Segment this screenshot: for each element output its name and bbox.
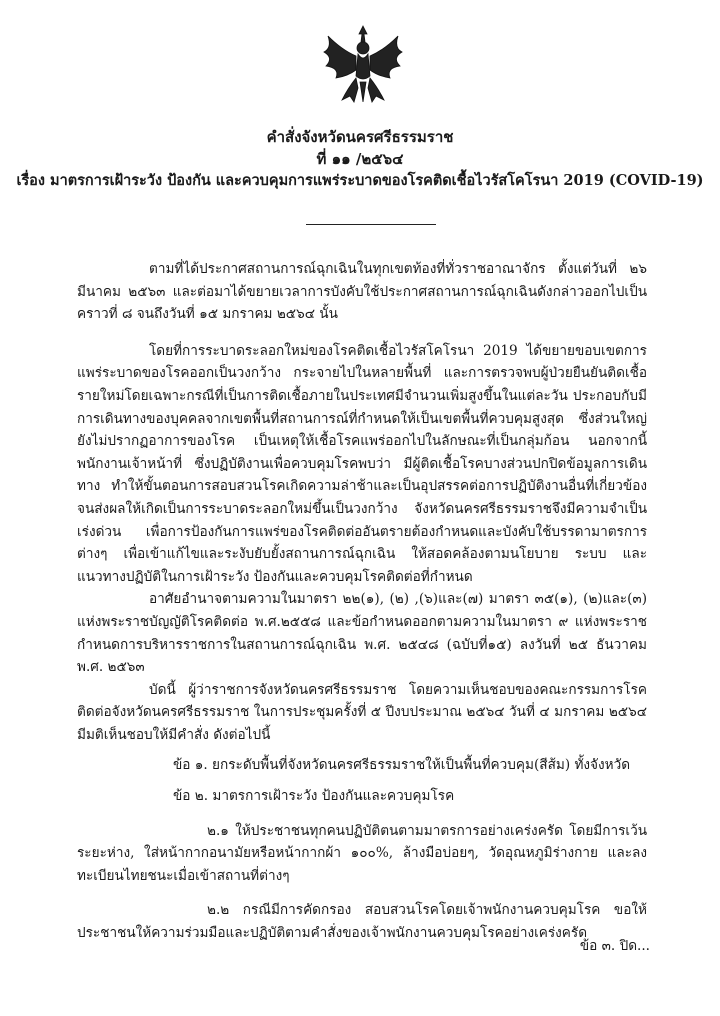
clause-2-2: ๒.๒ กรณีมีการคัดกรอง สอบสวนโรคโดยเจ้าพนักงานควบคุมโรค ขอให้ประชาชนให้ความร่วมมือและปฏิบัติตามคำสั่งของเจ้าพนักงานควบคุมโรคอย่างเคร่งครัด bbox=[77, 902, 647, 942]
divider-line bbox=[306, 224, 436, 225]
clause-2: ข้อ ๒. มาตรการเฝ้าระวัง ป้องกันและควบคุมโรค bbox=[173, 788, 455, 805]
order-subject: เรื่อง มาตรการเฝ้าระวัง ป้องกัน และควบคุมการแพร่ระบาดของโรคติดเชื้อไวรัสโคโรนา 2019 (COVID-19) bbox=[16, 172, 704, 189]
paragraph-legal-authority: อาศัยอำนาจตามความในมาตรา ๒๒(๑), (๒) ,(๖)และ(๗) มาตรา ๓๕(๑), (๒)และ(๓) แห่งพระราชบัญญัติโรคติดต่อ พ.ศ.๒๕๕๘ และข้อกำหนดออกตามความในมาตรา ๙ แห่งพระราชกำหนดการบริหารราชการในสถานการณ์ฉุกเฉิน พ.ศ. ๒๕๔๘ (ฉบับที่๑๕) ลงวันที่ ๒๕ ธันวาคม พ.ศ. ๒๕๖๓ bbox=[77, 591, 647, 676]
garuda-emblem bbox=[318, 22, 408, 106]
order-number: ที่ ๑๑ /๒๕๖๔ bbox=[316, 150, 404, 168]
continuation-marker: ข้อ ๓. ปิด... bbox=[579, 938, 650, 954]
issuer-title: คำสั่งจังหวัดนครศรีธรรมราช bbox=[266, 128, 454, 146]
order-header bbox=[0, 126, 720, 192]
paragraph-resolution: บัดนี้ ผู้ว่าราชการจังหวัดนครศรีธรรมราช โดยความเห็นชอบของคณะกรรมการโรคติดต่อจังหวัดนครศรีธรรมราช ในการประชุมครั้งที่ ๕ ปีงบประมาณ ๒๕๖๔ วันที่ ๔ มกราคม ๒๕๖๔ มีมติเห็นชอบให้มีคำสั่ง ดังต่อไปนี้ bbox=[77, 681, 647, 743]
paragraph-background: ตามที่ได้ประกาศสถานการณ์ฉุกเฉินในทุกเขตท้องที่ทั่วราชอาณาจักร ตั้งแต่วันที่ ๒๖ มีนาคม ๒๕๖๓ และต่อมาได้ขยายเวลาการบังคับใช้ประกาศสถานการณ์ฉุกเฉินดังกล่าวออกไปเป็นคราวที่ ๘ จนถึงวันที่ ๑๕ มกราคม ๒๕๖๔ นั้น bbox=[77, 261, 647, 323]
order-body bbox=[77, 258, 647, 945]
paragraph-rationale: โดยที่การระบาดระลอกใหม่ของโรคติดเชื้อไวรัสโคโรนา 2019 ได้ขยายขอบเขตการแพร่ระบาดของโรคออกเป็นวงกว้าง กระจายไปในหลายพื้นที่ และการตรวจพบผู้ป่วยยืนยันติดเชื้อรายใหม่โดยเฉพาะกรณีที่เป็นการติดเชื้อภายในประเทศมีจำนวนเพิ่มสูงขึ้นในแต่ละวัน ประกอบกับมีการเดินทางของบุคคลจากเขตพื้นที่สถานการณ์ที่กำหนดให้เป็นเขตพื้นที่ควบคุมสูงสุด ซึ่งส่วนใหญ่ยังไม่ปรากฏอาการของโรค เป็นเหตุให้เชื้อโรคแพร่ออกไปในลักษณะที่เป็นกลุ่มก้อน นอกจากนี้ พนักงานเจ้าหน้าที่ ซึ่งปฏิบัติงานเพื่อควบคุมโรคพบว่า มีผู้ติดเชื้อโรคบางส่วนปกปิดข้อมูลการเดินทาง ทำให้ขั้นตอนการสอบสวนโรคเกิดความล่าช้าและเป็นอุปสรรคต่อการปฏิบัติงานอื่นที่เกี่ยวข้อง จนส่งผลให้เกิดเป็นการระบาดระลอกใหม่ขึ้นเป็นวงกว้าง จังหวัดนครศรีธรรมราชจึงมีความจำเป็นเร่งด่วน เพื่อการป้องกันการแพร่ของโรคติดต่ออันตรายต้องกำหนดและบังคับใช้บรรดามาตรการต่างๆ เพื่อเข้าแก้ไขและระงับยับยั้งสถานการณ์ฉุกเฉิน ให้สอดคล้องตามนโยบาย ระบบ และแนวทางปฏิบัติในการเฝ้าระวัง ป้องกันและควบคุมโรคติดต่อที่กำหนด bbox=[77, 342, 647, 585]
clause-1: ข้อ ๑. ยกระดับพื้นที่จังหวัดนครศรีธรรมราชให้เป็นพื้นที่ควบคุม(สีส้ม) ทั้งจังหวัด bbox=[173, 757, 631, 774]
clause-2-1: ๒.๑ ให้ประชาชนทุกคนปฏิบัติตนตามมาตรการอย่างเคร่งครัด โดยมีการเว้นระยะห่าง, ใส่หน้ากากอนามัยหรือหน้ากากผ้า ๑๐๐%, ล้างมือบ่อยๆ, วัดอุณหภูมิร่างกาย และลงทะเบียนไทยชนะเมื่อเข้าสถานที่ต่างๆ bbox=[77, 822, 647, 884]
